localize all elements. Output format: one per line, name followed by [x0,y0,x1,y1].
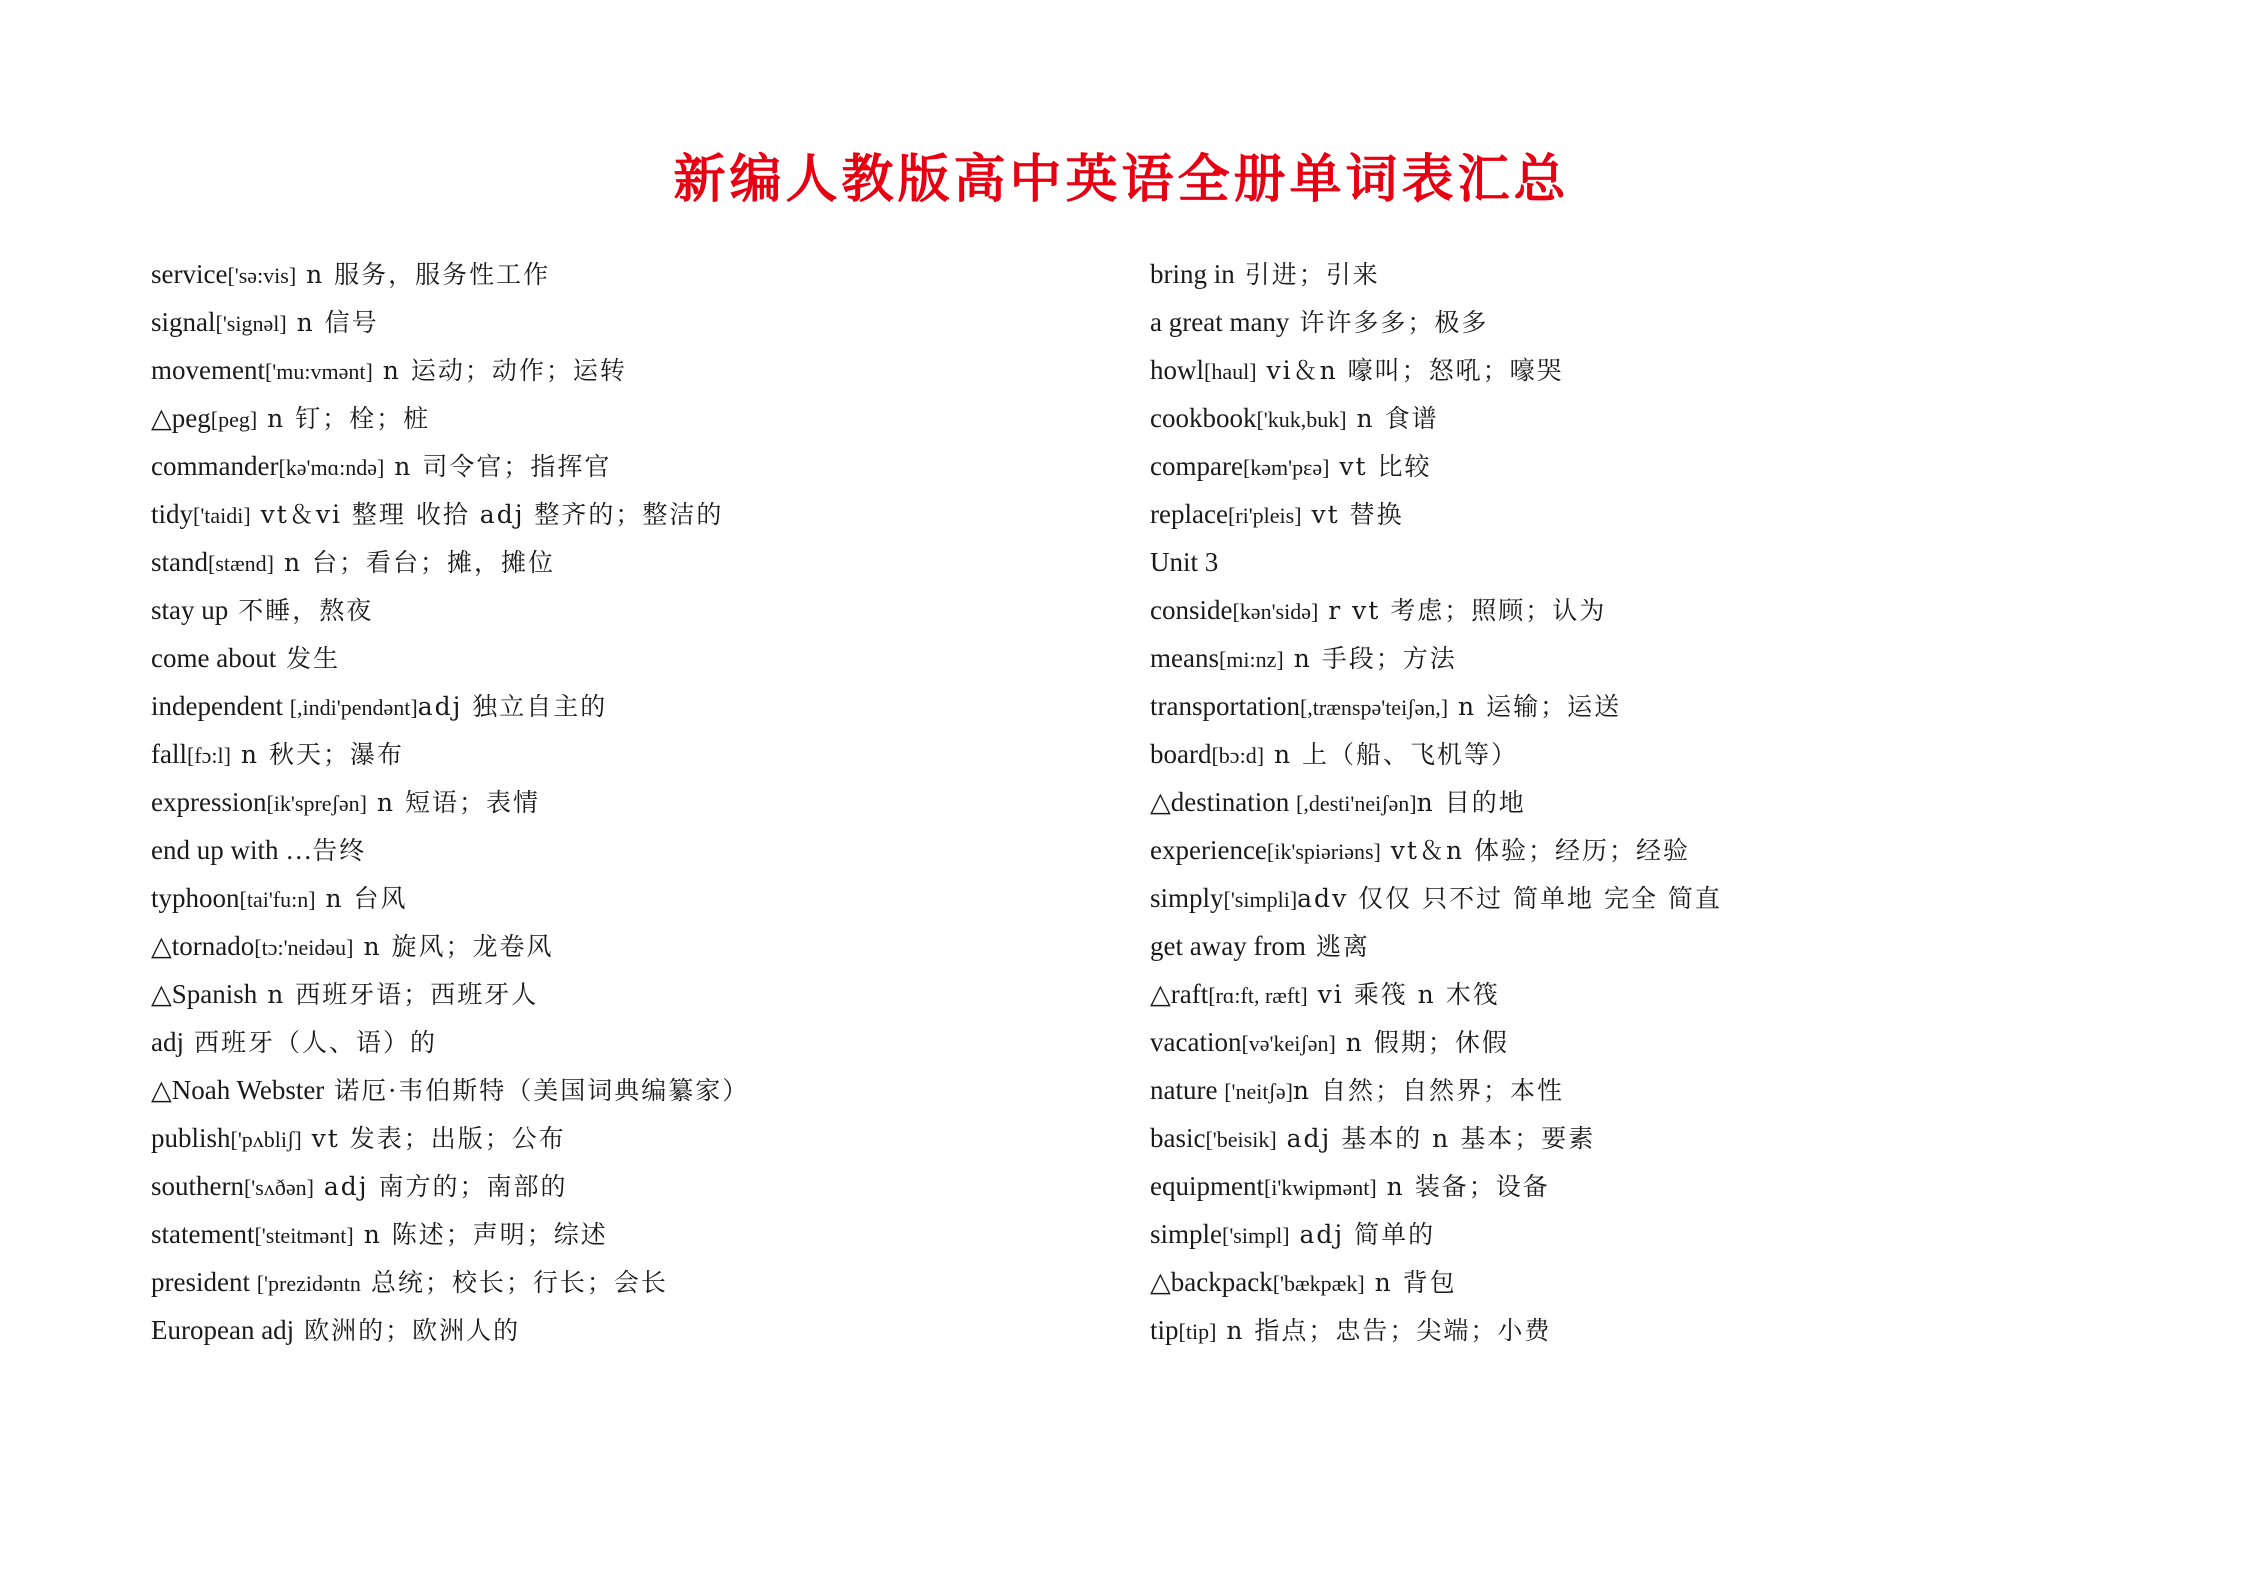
vocab-phonetic: ['sʌðən] [243,1175,314,1200]
vocab-entry [151,832,1131,880]
vocab-entry [151,256,1131,304]
vocab-definition: n 装备；设备 [1376,1172,1550,1201]
vocab-word: compare [1150,451,1243,481]
vocab-phonetic: [ik'spiəriəns] [1266,839,1381,864]
vocab-entry [1150,256,2150,304]
vocab-entry [1150,784,2150,832]
page-title: 新编人教版高中英语全册单词表汇总 [673,149,1570,210]
vocab-phonetic: [,trænspə'teiʃən,] [1299,695,1449,720]
vocab-definition: n 运动；动作；运转 [372,356,627,385]
vocab-entry [1150,1264,2150,1312]
vocab-definition: n 运输；运送 [1448,692,1622,721]
vocab-entry [151,1024,1131,1072]
vocab-entry [151,784,1131,832]
vocab-word: △Spanish [151,979,258,1009]
vocab-definition: n 服务，服务性工作 [296,260,551,289]
vocab-word: equipment [1150,1171,1264,1201]
vocab-phonetic: [və'keiʃən] [1241,1031,1336,1056]
vocab-word: stand [151,547,208,577]
vocab-column-left [151,256,1131,1360]
vocab-word: nature [1150,1075,1225,1105]
vocab-definition: n 上（船、飞机等） [1264,740,1519,769]
vocab-word: simple [1150,1219,1222,1249]
vocab-definition: vt＆vi 整理 收拾 adj 整齐的；整洁的 [250,500,724,529]
vocab-definition: vt＆n 体验；经历；经验 [1380,836,1691,865]
vocab-phonetic: ['steitmənt] [254,1223,354,1248]
vocab-word: howl [1150,355,1204,385]
vocab-word: transportation [1150,691,1300,721]
vocab-entry [151,1072,1131,1120]
vocab-phonetic: [peg] [210,407,258,432]
vocab-word: southern [151,1171,244,1201]
vocab-definition: 许许多多；极多 [1289,308,1489,337]
vocab-phonetic: [kəm'pɛə] [1242,455,1330,480]
vocab-phonetic: ['kuk,buk] [1256,407,1347,432]
vocab-definition: vt 比较 [1329,452,1432,481]
vocab-word: expression [151,787,267,817]
vocab-word: Unit 3 [1150,547,1219,577]
vocab-entry [151,1168,1131,1216]
vocab-word: vacation [1150,1027,1242,1057]
vocab-word: replace [1150,499,1228,529]
vocab-word: get away from [1150,931,1306,961]
vocab-word: end up with … [151,835,313,865]
vocab-entry [151,640,1131,688]
vocab-phonetic: ['bækpæk] [1272,1271,1365,1296]
vocab-entry [1150,592,2150,640]
vocab-word: publish [151,1123,231,1153]
vocab-entry [151,304,1131,352]
vocab-phonetic: [i'kwipmənt] [1263,1175,1377,1200]
vocab-word: △backpack [1150,1267,1273,1297]
vocab-definition: n 台风 [315,884,408,913]
vocab-entry [1150,928,2150,976]
vocab-entry [1150,688,2150,736]
vocab-definition: vt 发表；出版；公布 [301,1124,566,1153]
vocab-entry [1150,880,2150,928]
vocab-definition: 逃离 [1305,932,1370,961]
vocab-word: commander [151,451,279,481]
vocab-word: cookbook [1150,403,1257,433]
vocab-entry [151,1312,1131,1360]
vocab-word: a great many [1150,307,1290,337]
vocab-entry [1150,1216,2150,1264]
vocab-word: bring in [1150,259,1235,289]
vocab-phonetic: ['neitʃə] [1224,1079,1293,1104]
vocab-word: basic [1150,1123,1206,1153]
vocab-word: movement [151,355,265,385]
vocab-entry [1150,448,2150,496]
vocab-entry [1150,1024,2150,1072]
vocab-phonetic: ['mu:vmənt] [264,359,373,384]
vocab-word: typhoon [151,883,240,913]
vocab-word: come about [151,643,277,673]
vocab-entry [151,1120,1131,1168]
vocab-definition: adv 仅仅 只不过 简单地 完全 简直 [1297,884,1722,913]
vocab-definition: n 目的地 [1416,788,1526,817]
vocab-definition: vt 替换 [1301,500,1404,529]
vocab-word: stay up [151,595,229,625]
vocab-word: adj [151,1027,184,1057]
vocab-phonetic: ['signəl] [215,311,287,336]
vocab-word: fall [151,739,187,769]
vocab-entry [151,544,1131,592]
vocab-entry [151,592,1131,640]
vocab-word: signal [151,307,216,337]
vocab-definition: 发生 [276,644,341,673]
vocab-word: president [151,1267,257,1297]
vocab-phonetic: [haul] [1204,359,1257,384]
vocab-word: board [1150,739,1212,769]
vocab-phonetic: [tip] [1178,1319,1217,1344]
vocab-entry [151,736,1131,784]
vocab-definition: r vt 考虑；照顾；认为 [1318,596,1607,625]
vocab-entry [151,1216,1131,1264]
vocab-entry [151,400,1131,448]
vocab-entry [1150,352,2150,400]
vocab-word: experience [1150,835,1267,865]
vocab-word: tip [1150,1315,1179,1345]
vocab-phonetic: [kə'mɑ:ndə] [278,455,385,480]
vocab-entry [1150,976,2150,1024]
vocab-entry [1150,496,2150,544]
vocab-word: conside [1150,595,1233,625]
vocab-phonetic: [,indi'pendənt] [289,695,418,720]
vocab-phonetic: [rɑ:ft, ræft] [1208,983,1308,1008]
vocab-word: tidy [151,499,194,529]
vocab-phonetic: ['sə:vis] [227,263,297,288]
vocab-entry [151,448,1131,496]
vocab-definition: 引进；引来 [1234,260,1380,289]
vocab-entry [1150,640,2150,688]
vocab-entry [151,976,1131,1024]
vocab-phonetic: ['prezidəntn [256,1271,361,1296]
vocab-word: means [1150,643,1219,673]
vocab-definition: adj 基本的 n 基本；要素 [1276,1124,1596,1153]
vocab-definition: n 西班牙语；西班牙人 [257,980,539,1009]
vocab-phonetic: ['simpl] [1222,1223,1290,1248]
vocab-phonetic: [kən'sidə] [1232,599,1319,624]
vocab-definition: vi＆n 嚎叫；怒吼；嚎哭 [1256,356,1564,385]
vocab-definition: n 秋天；瀑布 [230,740,404,769]
vocab-word: service [151,259,228,289]
vocab-column-right [1150,256,2150,1360]
vocab-definition: 诺厄·韦伯斯特（美国词典编纂家） [324,1076,750,1105]
vocab-definition: n 司令官；指挥官 [384,452,612,481]
vocab-word: independent [151,691,290,721]
vocab-word: △Noah Webster [151,1075,325,1105]
vocab-word: △tornado [151,931,255,961]
vocab-phonetic: [,desti'neiʃən] [1296,791,1417,816]
vocab-definition: 西班牙（人、语）的 [184,1028,437,1057]
vocab-definition: n 信号 [286,308,379,337]
vocab-definition: n 背包 [1364,1268,1457,1297]
vocab-phonetic: ['taidi] [193,503,251,528]
vocab-entry [1150,304,2150,352]
vocab-definition: adj 南方的；南部的 [313,1172,568,1201]
vocab-definition: n 钉；栓；桩 [257,404,431,433]
vocab-word: European adj [151,1315,295,1345]
vocab-entry [1150,1312,2150,1360]
vocab-entry [1150,1072,2150,1120]
vocab-definition: n 台；看台；摊，摊位 [274,548,555,577]
vocab-definition: adj 简单的 [1289,1220,1436,1249]
vocab-phonetic: [ik'spreʃən] [266,791,367,816]
vocab-phonetic: [fɔ:l] [186,743,231,768]
vocab-definition: n 手段；方法 [1283,644,1457,673]
vocab-definition: 欧洲的；欧洲人的 [294,1316,521,1345]
vocab-phonetic: [stænd] [208,551,274,576]
vocab-entry [151,688,1131,736]
vocab-entry [151,352,1131,400]
vocab-phonetic: ['simpli] [1223,887,1298,912]
vocab-entry [1150,544,2150,592]
vocab-phonetic: ['pʌbliʃ] [230,1127,302,1152]
vocab-entry [151,496,1131,544]
vocab-entry [1150,1168,2150,1216]
vocab-phonetic: [bɔ:d] [1211,743,1265,768]
vocab-entry [1150,736,2150,784]
vocab-definition: n 陈述；声明；综述 [353,1220,608,1249]
vocab-definition: n 自然；自然界；本性 [1292,1076,1564,1105]
vocab-word: △destination [1150,787,1296,817]
vocab-definition: n 食谱 [1346,404,1439,433]
vocab-entry [151,880,1131,928]
vocab-entry [151,928,1131,976]
vocab-entry [1150,1120,2150,1168]
vocab-word: △peg [151,403,211,433]
vocab-phonetic: [mi:nz] [1218,647,1284,672]
vocab-word: △raft [1150,979,1209,1009]
vocab-definition: 总统；校长；行长；会长 [360,1268,668,1297]
vocab-definition: n 短语；表情 [366,788,540,817]
vocab-definition: adj 独立自主的 [417,692,608,721]
vocab-entry [1150,400,2150,448]
vocab-definition: 不睡，熬夜 [228,596,374,625]
vocab-phonetic: [tɔ:'neidəu] [254,935,354,960]
vocab-definition: n 旋风；龙卷风 [353,932,554,961]
vocab-definition: n 假期；休假 [1335,1028,1509,1057]
vocab-definition: vi 乘筏 n 木筏 [1307,980,1500,1009]
vocab-entry [1150,832,2150,880]
vocab-phonetic: [tai'fu:n] [239,887,316,912]
vocab-definition: 告终 [312,836,367,865]
vocab-word: statement [151,1219,255,1249]
vocab-phonetic: ['beisik] [1205,1127,1277,1152]
vocab-word: simply [1150,883,1224,913]
vocab-definition: n 指点；忠告；尖端；小费 [1216,1316,1552,1345]
vocab-phonetic: [ri'pleis] [1227,503,1302,528]
vocab-entry [151,1264,1131,1312]
